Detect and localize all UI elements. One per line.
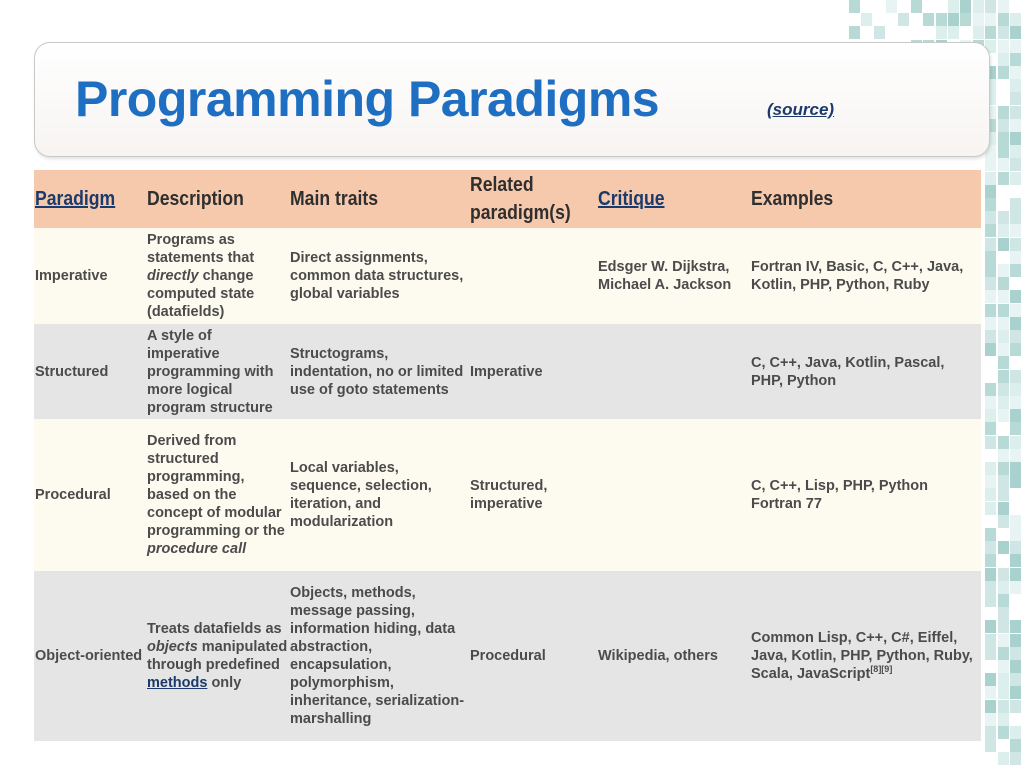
mosaic-tile (1010, 158, 1021, 171)
mosaic-tile (985, 436, 996, 449)
mosaic-tile (998, 620, 1009, 633)
mosaic-tile (998, 277, 1009, 290)
cell-description: Programs as statements that directly change computed state (datafields) (147, 232, 255, 320)
mosaic-tile (1010, 238, 1021, 251)
mosaic-tile (998, 594, 1009, 607)
mosaic-tile (973, 0, 984, 13)
mosaic-tile (985, 634, 996, 647)
mosaic-tile (985, 726, 996, 739)
cell-description: Treats datafields as objects manipulated through predefined methods only (147, 621, 288, 691)
mosaic-tile (998, 224, 1009, 237)
mosaic-tile (985, 568, 996, 581)
mosaic-tile (985, 264, 996, 277)
mosaic-tile (985, 396, 996, 409)
mosaic-tile (985, 0, 996, 13)
paradigm-link[interactable]: Paradigm (35, 188, 116, 210)
header-main-traits: Main traits (290, 188, 379, 210)
cell-main-traits: Direct assignments, common data structures, global variables (290, 250, 464, 302)
mosaic-tile (985, 713, 996, 726)
header-paradigm[interactable] (34, 170, 146, 228)
mosaic-tile (1010, 462, 1021, 475)
mosaic-tile (985, 224, 996, 237)
mosaic-tile (985, 304, 996, 317)
mosaic-tile (985, 290, 996, 303)
mosaic-tile (985, 739, 996, 752)
cell-paradigm: Structured (35, 363, 109, 380)
mosaic-tile (1010, 449, 1021, 462)
mosaic-tile (948, 13, 959, 26)
mosaic-tile (985, 528, 996, 541)
mosaic-tile (1010, 409, 1021, 422)
mosaic-tile (985, 488, 996, 501)
mosaic-tile (1010, 673, 1021, 686)
mosaic-tile (998, 370, 1009, 383)
mosaic-tile (998, 660, 1009, 673)
mosaic-tile (985, 686, 996, 699)
mosaic-tile (998, 172, 1009, 185)
mosaic-tile (1010, 660, 1021, 673)
mosaic-tile (998, 383, 1009, 396)
mosaic-tile (985, 409, 996, 422)
mosaic-tile (1010, 119, 1021, 132)
mosaic-tile (1010, 528, 1021, 541)
mosaic-tile (973, 13, 984, 26)
mosaic-tile (886, 0, 897, 13)
mosaic-tile (985, 330, 996, 343)
mosaic-tile (998, 13, 1009, 26)
mosaic-tile (1010, 370, 1021, 383)
mosaic-tile (985, 211, 996, 224)
mosaic-tile (998, 264, 1009, 277)
mosaic-tile (1010, 739, 1021, 752)
cell-related: Procedural (470, 648, 546, 664)
mosaic-tile (1010, 145, 1021, 158)
mosaic-tile (849, 26, 860, 39)
mosaic-tile (998, 726, 1009, 739)
mosaic-tile (985, 620, 996, 633)
cell-main-traits: Objects, methods, message passing, information hiding, data abstraction, encapsulation, polymorphism, inheritance, serialization-marshalling (290, 585, 465, 727)
mosaic-tile (998, 700, 1009, 713)
mosaic-tile (985, 700, 996, 713)
mosaic-tile (985, 581, 996, 594)
mosaic-tile (985, 475, 996, 488)
mosaic-tile (985, 238, 996, 251)
mosaic-tile (985, 185, 996, 198)
mosaic-tile (998, 40, 1009, 53)
header-examples: Examples (751, 188, 834, 210)
mosaic-tile (998, 356, 1009, 369)
mosaic-tile (998, 158, 1009, 171)
mosaic-tile (1010, 132, 1021, 145)
mosaic-tile (998, 647, 1009, 660)
table-row (34, 419, 981, 571)
mosaic-tile (998, 66, 1009, 79)
mosaic-tile (973, 26, 984, 39)
header-related: Related paradigm(s) (470, 174, 571, 224)
mosaic-tile (1010, 53, 1021, 66)
mosaic-tile (1010, 304, 1021, 317)
mosaic-tile (1010, 634, 1021, 647)
mosaic-tile (1010, 317, 1021, 330)
mosaic-tile (985, 13, 996, 26)
mosaic-tile (1010, 515, 1021, 528)
cell-examples: Fortran IV, Basic, C, C++, Java, Kotlin, PHP, Python, Ruby (751, 259, 964, 293)
mosaic-tile (998, 436, 1009, 449)
mosaic-tile (985, 251, 996, 264)
paradigms-table (34, 170, 981, 741)
mosaic-tile (998, 26, 1009, 39)
table-row (34, 324, 981, 419)
cell-main-traits: Local variables, sequence, selection, iteration, and modularization (290, 460, 432, 530)
cell-critique (597, 324, 750, 419)
header-row (34, 170, 981, 228)
mosaic-tile (861, 13, 872, 26)
mosaic-tile (985, 277, 996, 290)
mosaic-tile (1010, 264, 1021, 277)
cell-paradigm: Imperative (35, 268, 108, 284)
mosaic-tile (1010, 172, 1021, 185)
mosaic-tile (936, 13, 947, 26)
mosaic-tile (1010, 40, 1021, 53)
mosaic-tile (1010, 251, 1021, 264)
mosaic-tile (1010, 198, 1021, 211)
mosaic-tile (998, 515, 1009, 528)
mosaic-tile (1010, 66, 1021, 79)
mosaic-tile (1010, 647, 1021, 660)
mosaic-tile (985, 343, 996, 356)
cell-main-traits: Structograms, indentation, no or limited use of goto statements (290, 345, 464, 398)
mosaic-tile (1010, 700, 1021, 713)
mosaic-tile (985, 198, 996, 211)
cell-related: Structured, imperative (470, 478, 548, 512)
mosaic-tile (874, 26, 885, 39)
mosaic-tile (849, 0, 860, 13)
mosaic-tile (1010, 422, 1021, 435)
mosaic-tile (1010, 686, 1021, 699)
mosaic-tile (998, 475, 1009, 488)
cell-critique: Edsger W. Dijkstra, Michael A. Jackson (598, 259, 732, 293)
mosaic-tile (1010, 726, 1021, 739)
mosaic-tile (985, 317, 996, 330)
source-link[interactable]: (source) (767, 100, 835, 119)
mosaic-tile (1010, 568, 1021, 581)
header-critique[interactable] (597, 170, 750, 228)
mosaic-tile (998, 713, 1009, 726)
mosaic-tile (1010, 211, 1021, 224)
mosaic-tile (998, 568, 1009, 581)
citation-superscript: [8][9] (870, 664, 893, 675)
header-description: Description (147, 188, 244, 210)
mosaic-tile (998, 462, 1009, 475)
mosaic-tile (998, 106, 1009, 119)
mosaic-tile (998, 211, 1009, 224)
mosaic-tile (998, 119, 1009, 132)
mosaic-tile (998, 752, 1009, 765)
mosaic-tile (1010, 383, 1021, 396)
mosaic-tile (923, 13, 934, 26)
mosaic-tile (985, 26, 996, 39)
page-title: Programming Paradigms (75, 71, 660, 127)
mosaic-tile (985, 594, 996, 607)
cell-examples: C, C++, Java, Kotlin, Pascal, PHP, Python (751, 354, 945, 389)
mosaic-tile (998, 317, 1009, 330)
mosaic-tile (998, 396, 1009, 409)
mosaic-tile (998, 53, 1009, 66)
mosaic-tile (998, 238, 1009, 251)
mosaic-tile (985, 172, 996, 185)
mosaic-tile (998, 0, 1009, 13)
mosaic-tile (1010, 330, 1021, 343)
table-row (34, 228, 981, 324)
mosaic-tile (985, 554, 996, 567)
mosaic-tile (1010, 224, 1021, 237)
cell-related: Imperative (470, 363, 543, 380)
mosaic-tile (998, 634, 1009, 647)
mosaic-tile (1010, 752, 1021, 765)
mosaic-tile (998, 304, 1009, 317)
cell-examples: Common Lisp, C++, C#, Eiffel, Java, Kotlin, PHP, Python, Ruby, Scala, JavaScript[8][9] (751, 630, 973, 682)
title-box (34, 42, 990, 157)
cell-paradigm: Object-oriented (35, 648, 143, 664)
mosaic-tile (998, 132, 1009, 145)
mosaic-tile (998, 607, 1009, 620)
mosaic-tile (998, 488, 1009, 501)
mosaic-tile (948, 26, 959, 39)
mosaic-tile (998, 145, 1009, 158)
mosaic-tile (911, 0, 922, 13)
mosaic-tile (998, 686, 1009, 699)
mosaic-tile (1010, 475, 1021, 488)
mosaic-tile (998, 581, 1009, 594)
mosaic-tile (985, 673, 996, 686)
mosaic-tile (960, 13, 971, 26)
mosaic-tile (985, 541, 996, 554)
cell-examples: C, C++, Lisp, PHP, Python Fortran 77 (751, 478, 928, 512)
cell-description: A style of imperative programming with more logical program structure (147, 327, 274, 416)
cell-description: Derived from structured programming, based on the concept of modular programming or the procedure call (147, 433, 285, 557)
mosaic-tile (998, 290, 1009, 303)
mosaic-tile (960, 0, 971, 13)
mosaic-tile (985, 462, 996, 475)
mosaic-tile (998, 449, 1009, 462)
mosaic-tile (1010, 26, 1021, 39)
mosaic-tile (1010, 79, 1021, 92)
mosaic-tile (998, 502, 1009, 515)
mosaic-tile (998, 409, 1009, 422)
mosaic-tile (898, 13, 909, 26)
mosaic-tile (998, 541, 1009, 554)
mosaic-tile (1010, 396, 1021, 409)
methods-link[interactable]: methods (147, 675, 208, 691)
mosaic-tile (985, 158, 996, 171)
table-row (34, 571, 981, 741)
mosaic-tile (1010, 620, 1021, 633)
mosaic-tile (998, 673, 1009, 686)
critique-link[interactable]: Critique (598, 188, 665, 210)
mosaic-tile (985, 647, 996, 660)
cell-critique (597, 419, 750, 571)
mosaic-tile (948, 0, 959, 13)
mosaic-tile (1010, 554, 1021, 567)
mosaic-tile (1010, 13, 1021, 26)
mosaic-tile (998, 330, 1009, 343)
mosaic-tile (1010, 290, 1021, 303)
mosaic-tile (1010, 106, 1021, 119)
mosaic-tile (1010, 581, 1021, 594)
mosaic-tile (1010, 436, 1021, 449)
mosaic-tile (985, 383, 996, 396)
mosaic-tile (985, 502, 996, 515)
cell-critique: Wikipedia, others (598, 648, 718, 664)
mosaic-tile (1010, 541, 1021, 554)
cell-paradigm: Procedural (35, 487, 111, 503)
mosaic-tile (1010, 92, 1021, 105)
mosaic-tile (985, 422, 996, 435)
cell-related (469, 228, 597, 324)
mosaic-tile (1010, 343, 1021, 356)
mosaic-tile (936, 26, 947, 39)
mosaic-tile (998, 343, 1009, 356)
